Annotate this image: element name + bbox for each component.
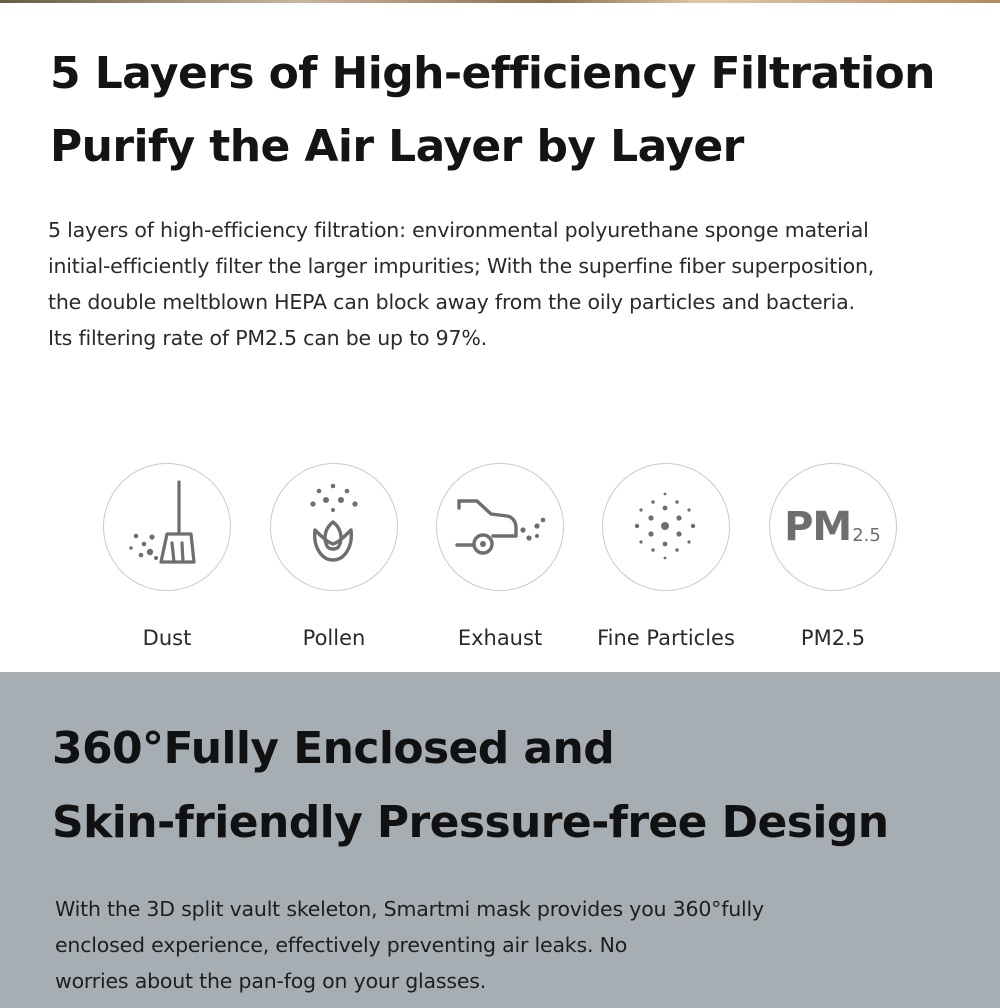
enclosed-headline-line1: 360°Fully Enclosed and [52, 723, 615, 774]
filtration-description-line: 5 layers of high-efficiency filtration: environmental polyurethane sponge material [48, 218, 869, 242]
exhaust-label: Exhaust [457, 626, 543, 650]
dust-icon-circle [103, 463, 231, 591]
pollen-icon-circle [270, 463, 398, 591]
pm25-icon-sub-text: 2.5 [852, 525, 881, 546]
fine-particles-icon-circle [602, 463, 730, 591]
pollutant-item-fine-particles [582, 463, 752, 663]
pollutant-item-exhaust [416, 463, 586, 663]
fine-particles-label: Fine Particles [597, 626, 735, 650]
filtration-headline-line1: 5 Layers of High-efficiency Filtration [50, 48, 935, 99]
pm25-icon-main-text: PM [784, 503, 852, 550]
pm25-label: PM2.5 [800, 626, 866, 650]
enclosed-description [55, 891, 955, 999]
filtration-description-line: Its filtering rate of PM2.5 can be up to 97%. [48, 326, 487, 350]
pollutant-item-pollen [250, 463, 420, 663]
filtration-description [48, 212, 948, 356]
enclosed-description-line: With the 3D split vault skeleton, Smartmi mask provides you 360°fully [55, 897, 764, 921]
dust-label: Dust [142, 626, 192, 650]
pollutant-item-dust [83, 463, 253, 663]
filtration-description-line: the double meltblown HEPA can block away from the oily particles and bacteria. [48, 290, 855, 314]
filtration-description-line: initial-efficiently filter the larger impurities; With the superfine fiber superposition, [48, 254, 875, 278]
car-exhaust-icon [437, 464, 562, 589]
pollen-label: Pollen [302, 626, 366, 650]
exhaust-icon-circle [436, 463, 564, 591]
pm25-icon [770, 464, 895, 589]
enclosed-headline-line2: Skin-friendly Pressure-free Design [52, 797, 889, 848]
pollutant-icon-row [0, 463, 1000, 663]
filtration-headline-line2: Purify the Air Layer by Layer [50, 121, 744, 172]
filtration-section [0, 3, 1000, 672]
broom-dust-icon [104, 464, 229, 589]
pollen-flower-icon [271, 464, 396, 589]
enclosed-design-section [0, 672, 1000, 1008]
enclosed-description-line: enclosed experience, effectively preventing air leaks. No [55, 933, 628, 957]
enclosed-description-line: worries about the pan-fog on your glasses. [55, 969, 487, 993]
fine-particles-icon [603, 464, 728, 589]
pollutant-item-pm25 [749, 463, 919, 663]
pm25-icon-circle [769, 463, 897, 591]
